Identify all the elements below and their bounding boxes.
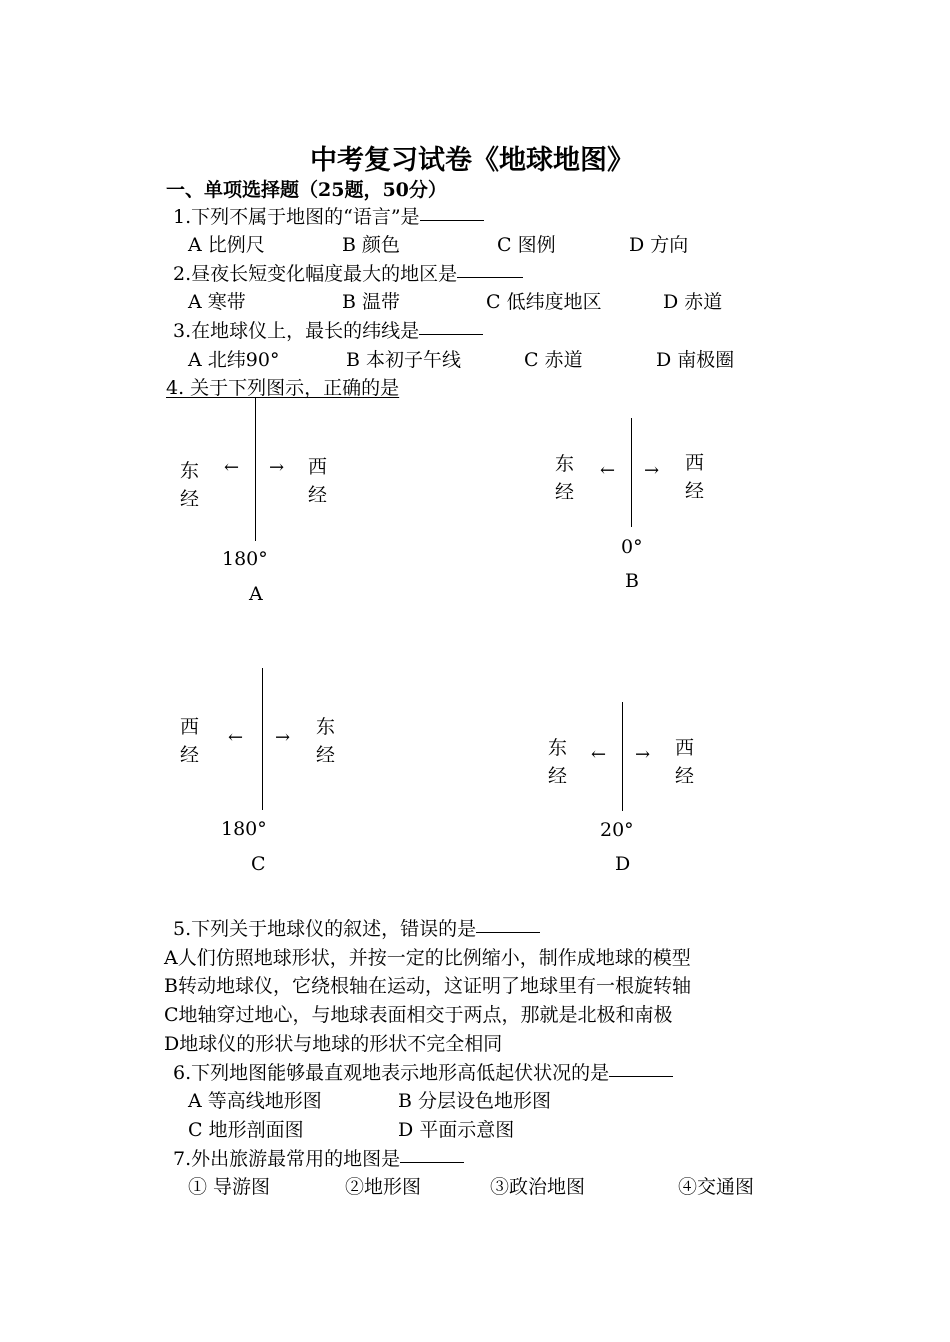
arrow-left-icon: ← <box>224 457 240 478</box>
answer-blank <box>419 333 483 335</box>
diagram-letter: B <box>625 570 639 592</box>
q6-option-a: A 等高线地形图 <box>188 1090 322 1112</box>
left-label: 东 经 <box>548 737 568 787</box>
q1-option-d: D 方向 <box>629 234 689 256</box>
question-2-stem: 2.昼夜长短变化幅度最大的地区是 <box>173 263 458 285</box>
question-6-stem: 6.下列地图能够最直观地表示地形高低起伏状况的是 <box>173 1062 610 1084</box>
answer-blank <box>400 1161 464 1163</box>
q1-option-b: B 颜色 <box>342 234 401 256</box>
q6-option-b: B 分层设色地形图 <box>398 1090 552 1112</box>
arrow-left-icon: ← <box>600 460 616 481</box>
degree-label: 180° <box>222 548 268 570</box>
q7-option-2: ②地形图 <box>345 1176 422 1198</box>
right-label: 西 经 <box>685 452 705 502</box>
q6-option-d: D 平面示意图 <box>398 1119 515 1141</box>
meridian-line <box>262 668 263 810</box>
q2-option-a: A 寒带 <box>188 291 246 313</box>
q7-option-4: ④交通图 <box>678 1176 755 1198</box>
question-2 <box>173 259 523 286</box>
left-label: 西 经 <box>180 716 200 766</box>
q3-option-d: D 南极圈 <box>656 349 735 371</box>
right-label: 西 经 <box>675 737 695 787</box>
q6-option-c: C 地形剖面图 <box>188 1119 304 1141</box>
arrow-left-icon: ← <box>591 744 607 765</box>
arrow-right-icon: → <box>644 460 660 481</box>
q3-option-c: C 赤道 <box>524 349 583 371</box>
meridian-line <box>622 702 623 811</box>
question-6 <box>173 1058 673 1085</box>
arrow-right-icon: → <box>269 457 285 478</box>
question-7 <box>173 1144 464 1171</box>
answer-blank <box>457 276 523 278</box>
q5-option-b: B转动地球仪，它绕根轴在运动，这证明了地球里有一根旋转轴 <box>164 975 691 997</box>
question-4-stem: 4. 关于下列图示，正确的是 <box>166 377 400 399</box>
q5-option-d: D地球仪的形状与地球的形状不完全相同 <box>164 1033 503 1055</box>
q2-option-b: B 温带 <box>342 291 401 313</box>
answer-blank <box>609 1075 673 1077</box>
q2-option-c: C 低纬度地区 <box>486 291 602 313</box>
q1-option-c: C 图例 <box>497 234 556 256</box>
q5-option-c: C地轴穿过地心，与地球表面相交于两点，那就是北极和南极 <box>164 1004 673 1026</box>
degree-label: 180° <box>221 818 267 840</box>
right-label: 东 经 <box>316 716 336 766</box>
right-label: 西 经 <box>308 456 328 506</box>
meridian-line <box>255 398 256 541</box>
answer-blank <box>476 931 540 933</box>
q5-option-a: A人们仿照地球形状，并按一定的比例缩小，制作成地球的模型 <box>164 947 691 969</box>
q3-option-b: B 本初子午线 <box>346 349 462 371</box>
answer-blank <box>420 219 484 221</box>
meridian-line <box>631 418 632 527</box>
degree-label: 0° <box>621 536 643 558</box>
question-3-stem: 3.在地球仪上，最长的纬线是 <box>173 320 420 342</box>
question-1 <box>173 202 484 229</box>
diagram-letter: A <box>249 583 263 605</box>
degree-label: 20° <box>600 819 634 841</box>
left-label: 东 经 <box>180 460 200 510</box>
q7-option-1: ① 导游图 <box>188 1176 271 1198</box>
question-3 <box>173 316 483 343</box>
q7-option-3: ③政治地图 <box>490 1176 586 1198</box>
diagram-letter: C <box>251 853 266 875</box>
question-5-stem: 5.下列关于地球仪的叙述，错误的是 <box>173 918 477 940</box>
page-title: 中考复习试卷《地球地图》 <box>310 145 634 176</box>
q2-option-d: D 赤道 <box>663 291 723 313</box>
left-label: 东 经 <box>555 453 575 503</box>
q3-option-a: A 北纬90° <box>188 349 280 371</box>
question-1-stem: 1.下列不属于地图的“语言”是 <box>173 206 420 228</box>
arrow-right-icon: → <box>635 744 651 765</box>
arrow-right-icon: → <box>275 727 291 748</box>
q1-option-a: A 比例尺 <box>188 234 265 256</box>
arrow-left-icon: ← <box>228 727 244 748</box>
question-5 <box>173 914 540 941</box>
question-7-stem: 7.外出旅游最常用的地图是 <box>173 1148 401 1170</box>
section-heading: 一、单项选择题（25题，50分） <box>166 179 447 201</box>
diagram-letter: D <box>615 853 631 875</box>
